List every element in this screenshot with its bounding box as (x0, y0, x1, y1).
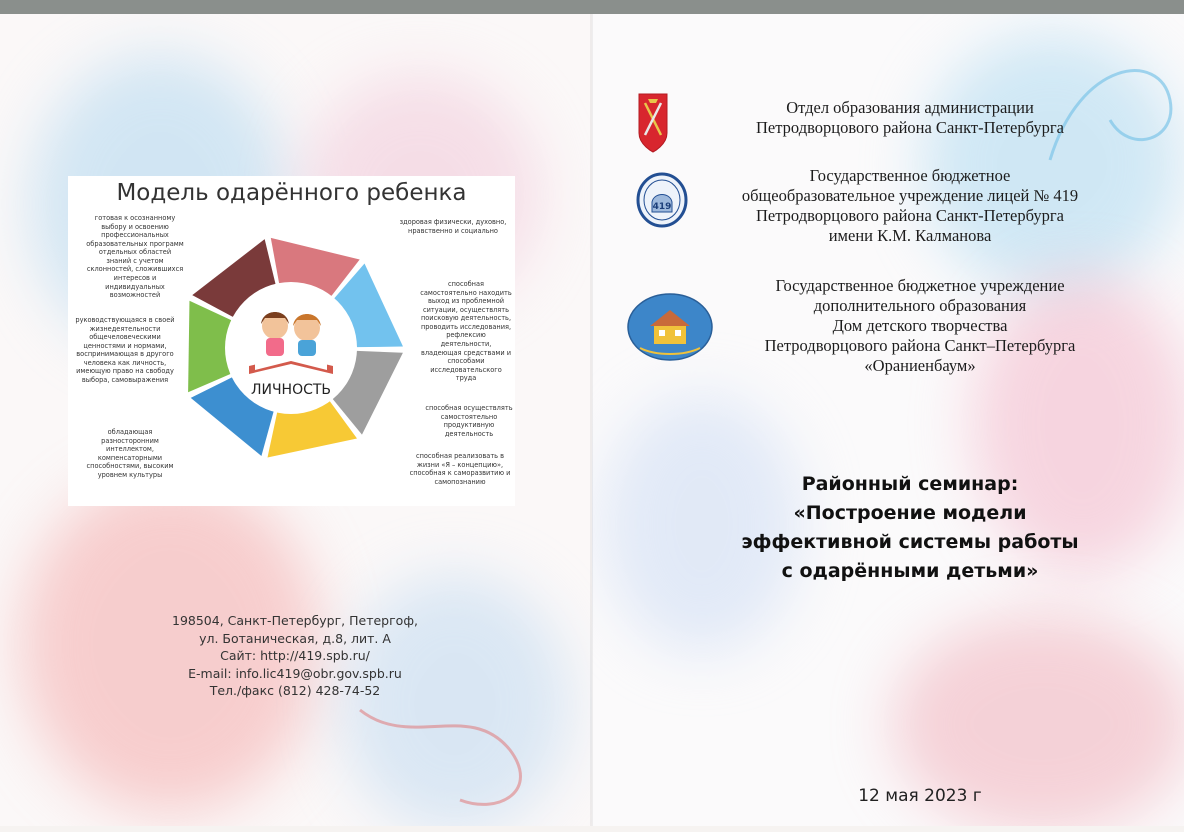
seminar-date: 12 мая 2023 г (858, 786, 982, 806)
center-label: ЛИЧНОСТЬ (250, 382, 332, 398)
annotation-intellect: обладающая разносторонним интеллектом, компенсаторными способностями, высоким уровнем культуры (86, 428, 174, 479)
gifted-child-model (68, 176, 515, 506)
org3-line-3: Дом детского творчества (832, 316, 1008, 335)
contact-block (160, 612, 430, 700)
email-line: E-mail: info.lic419@obr.gov.spb.ru (188, 665, 402, 681)
org-children-house (700, 276, 1140, 376)
org2-line-4: имени К.М. Калманова (828, 226, 992, 245)
scan-top-edge (0, 0, 1184, 14)
org1-line-2: Петродворцового района Санкт-Петербурга (756, 118, 1064, 137)
seminar-line-1: Районный семинар: (801, 473, 1019, 495)
phone-line: Тел./факс (812) 428-74-52 (209, 683, 381, 698)
lyceum-number: 419 (652, 202, 672, 212)
org3-line-1: Государственное бюджетное учреждение (775, 276, 1065, 295)
address-line-2: ул. Ботаническая, д.8, лит. А (199, 630, 391, 646)
annotation-choice: готовая к осознанному выбору и освоению профессиональных образовательных программ отдельных областей знаний с учетом склонностей, сложившихся интересов и индивидуальных возможностей (86, 214, 184, 300)
annotation-health: здоровая физически, духовно, нравственно и социально (399, 218, 507, 235)
annotation-research: способная самостоятельно находить выход из проблемной ситуации, осуществлять поисковую деятельность, проводить исследования, рефлексию деятельности, владеющая средствами и способами исследовательского труда (420, 280, 512, 383)
seminar-line-3: эффективной системы работы (741, 531, 1079, 553)
annotation-productive: способная осуществлять самостоятельно продуктивную деятельность (425, 404, 513, 438)
personality-ring-diagram (171, 228, 411, 468)
coat-of-arms-icon (638, 93, 668, 153)
website-line: Сайт: http://419.spb.ru/ (220, 648, 370, 663)
org3-line-5: «Ораниенбаум» (864, 356, 976, 375)
annotation-self-concept: способная реализовать в жизни «Я – концепцию», способная к саморазвитию и самопознанию (409, 452, 511, 486)
seminar-line-2: «Построение модели (793, 502, 1027, 524)
org2-line-3: Петродворцового района Санкт-Петербурга (756, 206, 1064, 225)
seminar-title (720, 470, 1100, 586)
lyceum-emblem-icon (636, 172, 688, 228)
model-title: Модель одарённого ребенка (116, 180, 467, 206)
org-education-department (700, 98, 1120, 138)
decorative-swirl-icon (350, 690, 550, 820)
org3-line-4: Петродворцового района Санкт–Петербурга (764, 336, 1076, 355)
seminar-line-4: с одарёнными детьми» (781, 560, 1039, 582)
org3-line-2: дополнительного образования (813, 296, 1027, 315)
address-line-1: 198504, Санкт-Петербург, Петергоф, (172, 613, 418, 628)
ring-segment (188, 301, 231, 393)
org1-line-1: Отдел образования администрации (786, 98, 1034, 117)
org2-line-1: Государственное бюджетное (809, 166, 1011, 185)
org2-line-2: общеобразовательное учреждение лицей № 419 (741, 186, 1079, 205)
org-lyceum (690, 166, 1130, 246)
page-fold (590, 14, 593, 826)
annotation-values: руководствующаяся в своей жизнедеятельности общечеловеческими ценностями и нормами, воспринимающая в другого человека как личность, имеющую право на свободу выбора, самовыражения (75, 316, 175, 384)
